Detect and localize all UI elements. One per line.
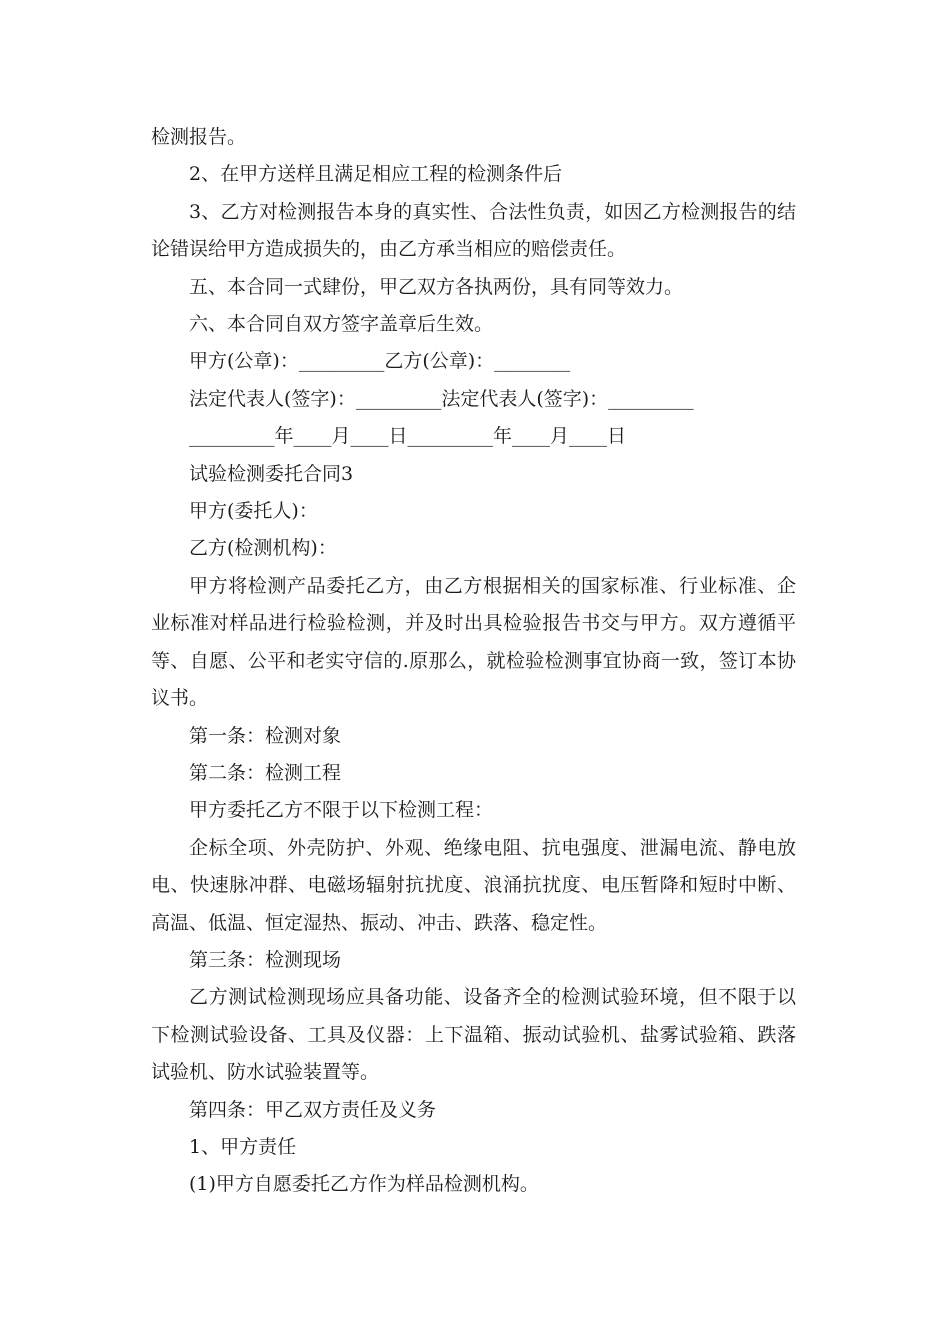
paragraph: 2、在甲方送样且满足相应工程的检测条件后 bbox=[189, 163, 563, 186]
section-title: 试验检测委托合同3 bbox=[189, 462, 354, 485]
party-a-line: 甲方(委托人)： bbox=[189, 500, 318, 523]
paragraph: 1、甲方责任 bbox=[189, 1135, 297, 1158]
document-body bbox=[151, 119, 796, 1204]
article-heading: 第四条：甲乙双方责任及义务 bbox=[189, 1098, 437, 1121]
paragraph: 乙方测试检测现场应具备功能、设备齐全的检测试验环境，但不限于以下检测试验设备、工具及仪器：上下温箱、振动试验机、盐雾试验箱、跌落试验机、防水试验装置等。 bbox=[151, 986, 796, 1084]
paragraph: (1)甲方自愿委托乙方作为样品检测机构。 bbox=[189, 1173, 539, 1196]
article-heading: 第三条：检测现场 bbox=[189, 948, 342, 971]
paragraph: 企标全项、外壳防护、外观、绝缘电阻、抗电强度、泄漏电流、静电放电、快速脉冲群、电磁场辐射抗扰度、浪涌抗扰度、电压暂降和短时中断、高温、低温、恒定湿热、振动、冲击、跌落、稳定性。 bbox=[151, 836, 796, 934]
signature-line-representative: 法定代表人(签字)：_________法定代表人(签字)：_________ bbox=[189, 387, 694, 410]
party-b-line: 乙方(检测机构)： bbox=[189, 537, 337, 560]
article-heading: 第一条：检测对象 bbox=[189, 724, 342, 747]
paragraph: 六、本合同自双方签字盖章后生效。 bbox=[189, 313, 494, 336]
paragraph: 检测报告。 bbox=[151, 126, 247, 148]
signature-line-seal: 甲方(公章)：_________乙方(公章)：________ bbox=[189, 350, 571, 373]
paragraph: 甲方委托乙方不限于以下检测工程： bbox=[189, 799, 494, 822]
paragraph: 甲方将检测产品委托乙方，由乙方根据相关的国家标准、行业标准、企业标准对样品进行检验检测，并及时出具检验报告书交与甲方。双方遵循平等、自愿、公平和老实守信的.原那么，就检验检测事宜协商一致，签订本协议书。 bbox=[151, 574, 796, 710]
signature-line-date: _________年____月____日_________年____月____日 bbox=[189, 425, 627, 448]
article-heading: 第二条：检测工程 bbox=[189, 761, 342, 784]
paragraph: 五、本合同一式肆份，甲乙双方各执两份，具有同等效力。 bbox=[189, 275, 684, 298]
paragraph: 3、乙方对检测报告本身的真实性、合法性负责，如因乙方检测报告的结论错误给甲方造成损失的，由乙方承当相应的赔偿责任。 bbox=[151, 200, 796, 261]
